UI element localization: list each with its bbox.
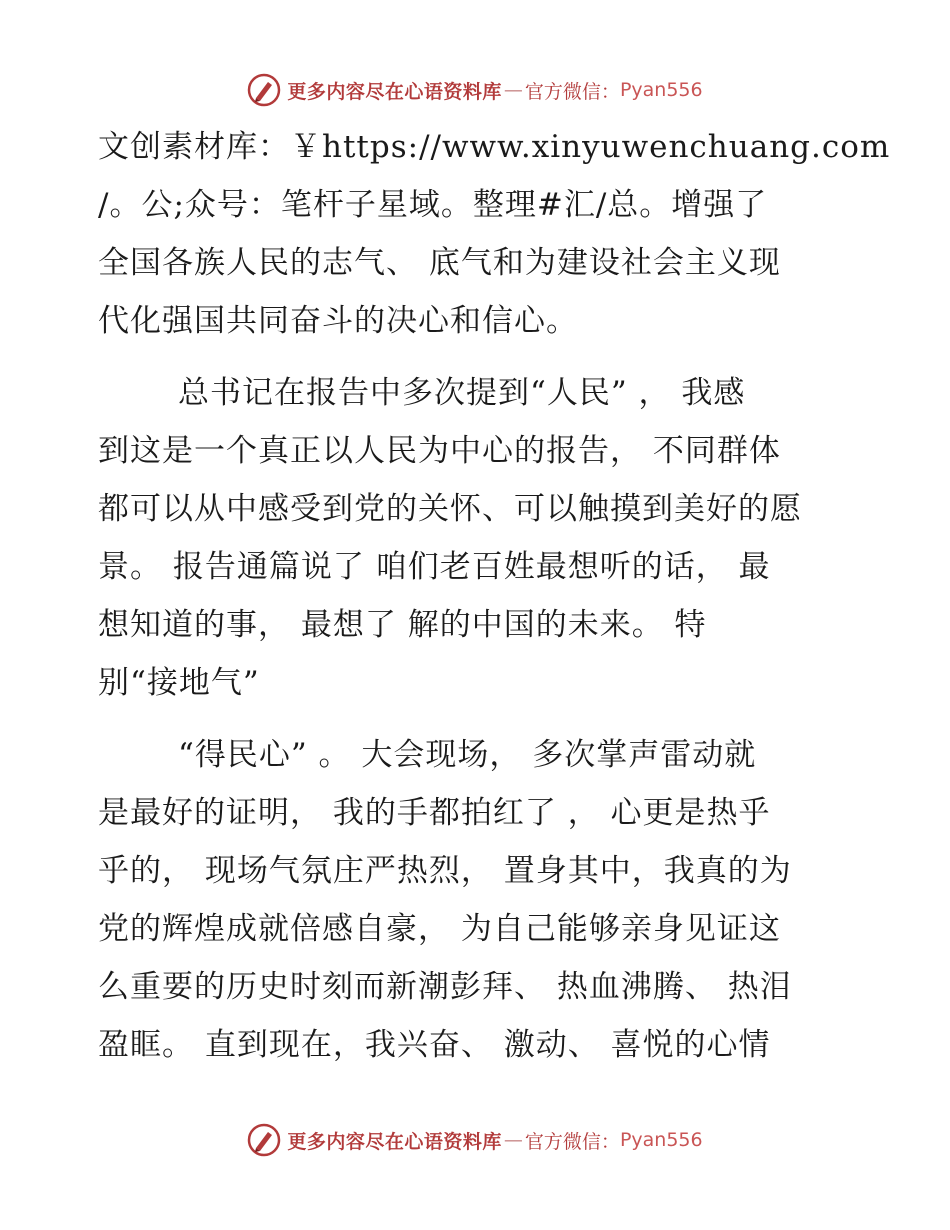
pen-logo-icon [247,73,281,107]
banner-title: 更多内容尽在心语资料库 [287,1130,502,1153]
text-line-7: 都可以从中感受到党的关怀、可以触摸到美好的愿 [98,491,802,527]
text-line-16: 盈眶。 直到现在，我兴奋、 激动、 喜悦的心情 [98,1027,771,1063]
footer-watermark-banner [0,1120,950,1160]
text-line-13: 乎的， 现场气氛庄严热烈， 置身其中，我真的为 [98,853,792,889]
document-body [98,118,891,1074]
text-line-14: 党的辉煌成就倍感自豪， 为自己能够亲身见证这 [98,911,781,947]
paragraph-gap [98,712,858,726]
pen-logo-icon [247,1123,281,1157]
text-line-6: 到这是一个真正以人民为中心的报告， 不同群体 [98,433,781,469]
text-line-1: 文创素材库：￥https://www.xinyuwenchuang.com [98,129,891,165]
text-line-2: /。公;众号：笔杆子星域。整理#汇/总。增强了 [98,187,768,223]
banner-subtitle: 官方微信： [524,1130,620,1153]
banner-wechat-id: Pyan556 [619,1129,703,1151]
banner-dash: — [503,1129,523,1151]
text-line-10: 别“接地气” [98,665,260,701]
text-line-15: 么重要的历史时刻而新潮彭拜、 热血沸腾、 热泪 [98,969,792,1005]
banner-dash: — [503,79,523,101]
banner-wechat-id: Pyan556 [619,79,703,101]
text-line-8: 景。 报告通篇说了 咱们老百姓最想听的话， 最 [98,549,771,585]
banner-title: 更多内容尽在心语资料库 [287,80,502,103]
text-line-11: “得民心” 。 大会现场， 多次掌声雷动就 [178,737,757,773]
paragraph-gap [98,350,858,364]
banner-subtitle: 官方微信： [524,80,620,103]
text-line-12: 是最好的证明， 我的手都拍红了 ， 心更是热乎 [98,795,771,831]
text-line-9: 想知道的事， 最想了 解的中国的未来。 特 [98,607,707,643]
text-line-5: 总书记在报告中多次提到“人民” ， 我感 [178,375,746,411]
header-watermark-banner [0,70,950,110]
text-line-3: 全国各族人民的志气、 底气和为建设社会主义现 [98,245,781,281]
text-line-4: 代化强国共同奋斗的决心和信心。 [98,303,578,339]
